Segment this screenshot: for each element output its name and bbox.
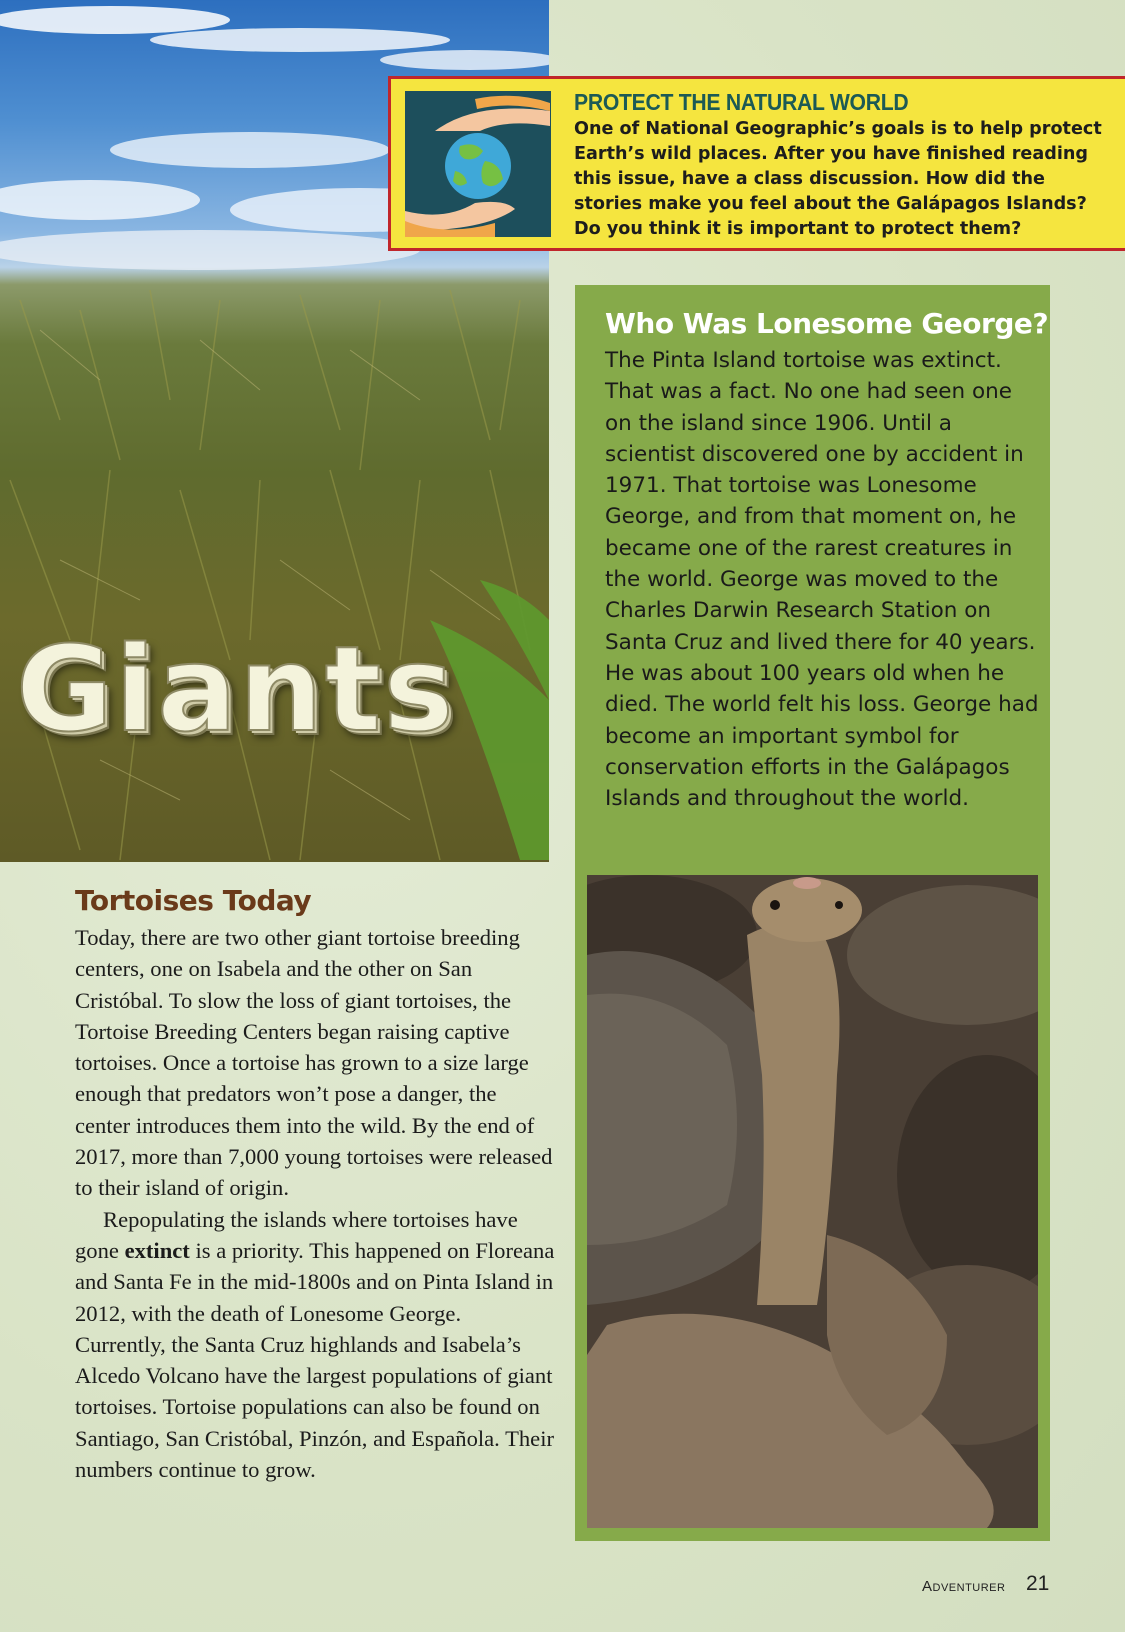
protect-callout-text: One of National Geographic’s goals is to help protect Earth’s wild places. After you have finished reading this issue, have a class discussion. How did the stories make you feel about the Galápagos Islands? Do you think it is important to protect them? bbox=[574, 119, 1102, 239]
paragraph-2-start: Repopulating the islands where tortoises have gone bbox=[75, 1206, 518, 1263]
sidebar-heading: Who Was Lonesome George? bbox=[605, 307, 1049, 340]
page-title: Giants bbox=[16, 620, 456, 758]
vocabulary-term: extinct bbox=[124, 1237, 190, 1263]
earth-in-hands-icon bbox=[405, 91, 551, 237]
page-number: 21 bbox=[1026, 1572, 1050, 1595]
paragraph-2-end: is a priority. This happened on Floreana and Santa Fe in the mid-1800s and on Pinta Island in 2012, with the death of Lonesome George. Currently, the Santa Cruz highlands and Isabela’s Alcedo Volcano have the largest populations of giant tortoises. Tortoise populations can also be found on Santiago, San Cristóbal, Pinzón, and Española. Their numbers continue to grow. bbox=[75, 1237, 555, 1483]
protect-callout-title: PROTECT THE NATURAL WORLD bbox=[574, 89, 909, 115]
sidebar-text: The Pinta Island tortoise was extinct. That was a fact. No one had seen one on the island since 1906. Until a scientist discovered one by accident in 1971. That tortoise was Lonesome George, and from that moment on, he became one of the rarest creatures in the world. George was moved to the Charles Darwin Research Station on Santa Cruz and lived there for 40 years. He was about 100 years old when he died. The world felt his loss. George had become an important symbol for conservation efforts in the Galápagos Islands and throughout the world. bbox=[605, 348, 1039, 812]
lonesome-george-sidebar bbox=[575, 285, 1050, 1541]
section-heading: Tortoises Today bbox=[75, 884, 312, 917]
magazine-name: Adventurer bbox=[922, 1578, 1006, 1595]
paragraph-1: Today, there are two other giant tortoise breeding centers, one on Isabela and the other on San Cristóbal. To slow the loss of giant tortoises, the Tortoise Breeding Centers began raising captive tortoises. Once a tortoise has grown to a size large enough that predators won’t pose a danger, the center introduces them into the wild. By the end of 2017, more than 7,000 young tortoises were released to their island of origin. bbox=[75, 925, 553, 1201]
section-body bbox=[75, 922, 557, 1485]
paragraph-2 bbox=[75, 1204, 557, 1486]
protect-callout-box bbox=[388, 76, 1125, 251]
giant-tortoise-photo bbox=[587, 875, 1038, 1528]
